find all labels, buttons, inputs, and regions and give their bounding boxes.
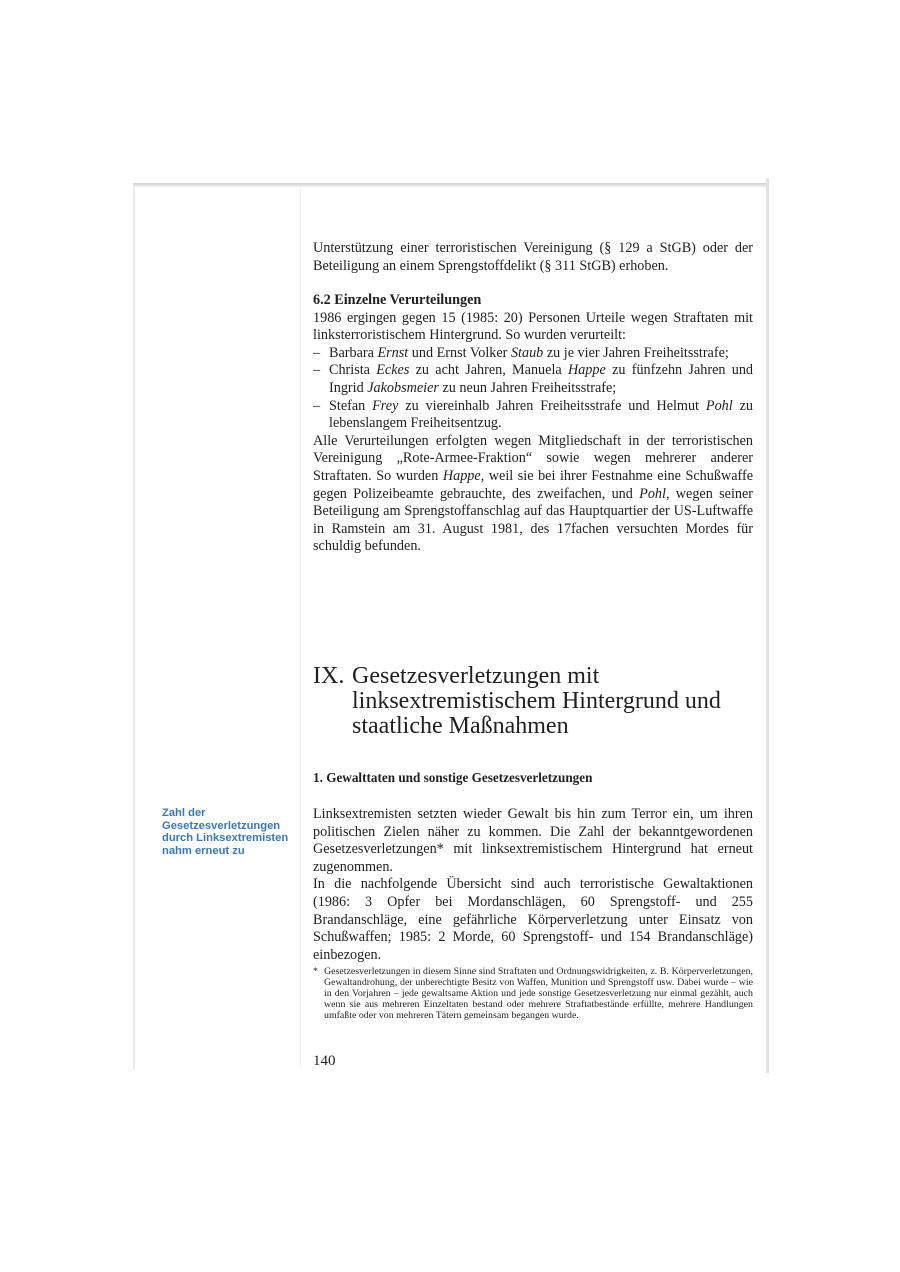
verdict-list [313,345,753,433]
scan-fold-line [300,187,301,1067]
section-1-body [313,806,753,964]
section-1-paragraph-1: Linksextremisten setzten wieder Gewalt bis hin zum Terror ein, um ihren politischen Zielen näher zu kommen. Die Zahl der bekanntgewordenen Gesetzesverletzungen* mit linksextremistischem Hintergrund hat erneut zugenommen. [313,806,753,875]
section-6-2 [313,292,753,556]
verdict-item: – Stefan Frey zu viereinhalb Jahren Freiheitsstrafe und Helmut Pohl zu lebenslangem Freiheitsentzug. [313,398,753,433]
footnote-text: Gesetzesverletzungen in diesem Sinne sind Straftaten und Ordnungswidrigkeiten, z. B. Körperverletzungen, Gewaltandrohung, der unberechtigte Besitz von Waffen, Munition und Sprengstoff usw. Dabei wurde – wie in den Vorjahren – jede gewaltsame Aktion und jede sonstige Gesetzesverletzung nur einmal gezählt, auch wenn sie aus mehreren Einzeltaten bestand oder mehrere Straftatbestände erfüllte, mehrere Handlungen umfaßte oder von mehreren Tätern gemeinsam begangen wurde. [324,966,753,1022]
chapter-number: IX. [313,663,345,689]
scan-edge-top [133,183,768,187]
scan-edge-left [133,185,135,1070]
verdict-summary: Alle Verurteilungen erfolgten wegen Mitgliedschaft in der terroristischen Vereinigung „Rote-Armee-Fraktion“ sowie wegen mehrerer anderer Straftaten. So wurden Happe, weil sie bei ihrer Festnahme eine Schußwaffe gegen Polizeibeamte gebrauchte, des zweifachen, und Pohl, wegen seiner Beteiligung am Sprengstoffanschlag auf das Hauptquartier der US-Luftwaffe in Ramstein am 31. August 1981, des 17fachen versuchten Mordes für schuldig befunden. [313,432,754,555]
page-number: 140 [313,1053,336,1069]
section-heading-6-2: 6.2 Einzelne Verurteilungen [313,292,482,308]
section-heading-1: 1. Gewalttaten und sonstige Gesetzesverletzungen [313,770,593,785]
scan-edge-right [766,178,769,1073]
chapter-title: Gesetzesverletzungen mit linksextremistischem Hintergrund und staatliche Maßnahmen [352,663,721,739]
footnote-mark: * [313,966,318,977]
section-1-paragraph-2: In die nachfolgende Übersicht sind auch terroristische Gewaltaktionen (1986: 3 Opfer bei Mordanschlägen, 60 Sprengstoff- und 255 Brandanschläge, eine gefährliche Körperverletzung unter Einsatz von Schußwaffen; 1985: 2 Morde, 60 Sprengstoff- und 154 Brandanschläge) einbezogen. [313,876,753,963]
verdict-item: – Barbara Ernst und Ernst Volker Staub zu je vier Jahren Freiheitsstrafe; [313,345,753,363]
intro-text: Unterstützung einer terroristischen Vereinigung (§ 129 a StGB) oder der Beteiligung an einem Sprengstoffdelikt (§ 311 StGB) erhoben. [313,240,753,274]
footnote [313,966,753,1021]
margin-note: Zahl der Gesetzesverletzungen durch Linksextremisten nahm erneut zu [162,807,289,857]
intro-paragraph [313,240,753,275]
verdict-item: – Christa Eckes zu acht Jahren, Manuela Happe zu fünfzehn Jahren und Ingrid Jakobsmeier zu neun Jahren Freiheitsstrafe; [313,362,753,397]
section-6-2-intro: 1986 ergingen gegen 15 (1985: 20) Personen Urteile wegen Straftaten mit linksterroristischem Hintergrund. So wurden verurteilt: [313,309,753,344]
